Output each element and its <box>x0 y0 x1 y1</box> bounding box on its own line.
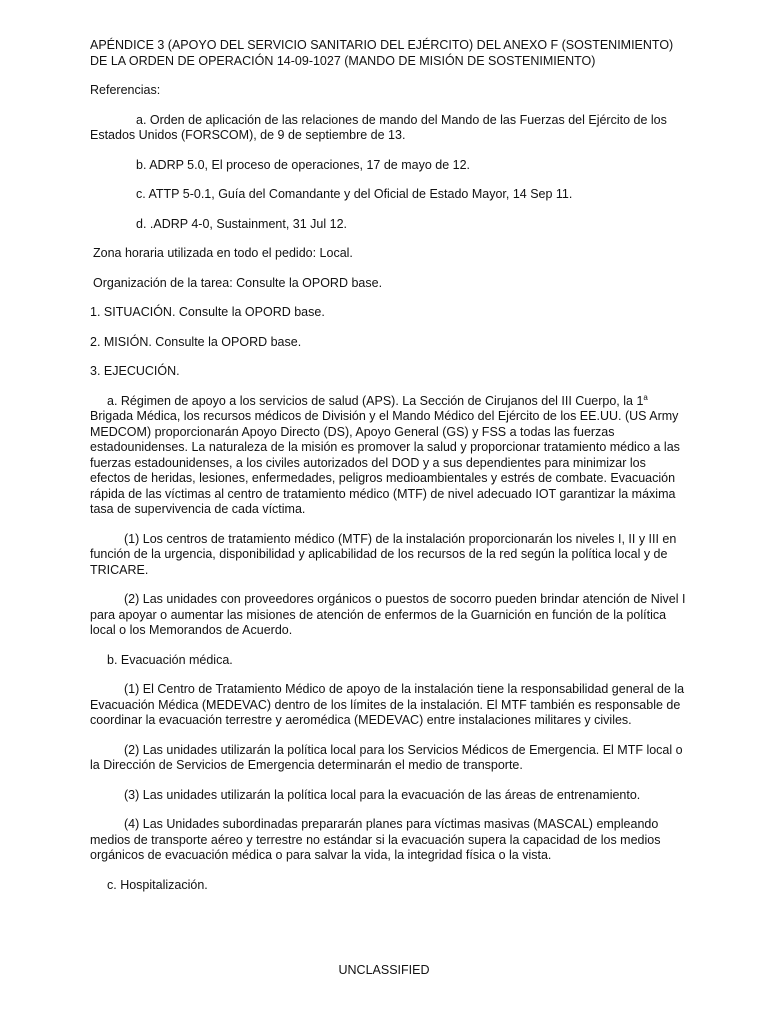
paragraph-3a-text-start: a. Régimen de apoyo a los servicios de salud (APS). La Sección de Cirujanos del III Cuerpo, la 1 <box>107 393 644 408</box>
document-page <box>90 38 688 907</box>
time-zone-line: Zona horaria utilizada en todo el pedido: Local. <box>93 246 353 260</box>
classification-footer: UNCLASSIFIED <box>338 963 430 977</box>
paragraph-3a-text-end: Brigada Médica, los recursos médicos de División y el Mando Médico del Ejército de los EE.UU. (US Army MEDCOM) proporcionarán Apoyo Directo (DS), Apoyo General (GS) y FSS a todas las fuerzas estadounidenses. La naturaleza de la misión es promover la salud y proporcionar tratamiento médico a las fuerzas estadounidenses, a los civiles autorizados del DOD y a sus dependientes para minimizar los efectos de heridas, lesiones, enfermedades, peligros medioambientales y estrés de combate. Evacuación rápida de las víctimas al centro de tratamiento médico (MTF) de nivel adecuado IOT garantizar la máxima tasa de supervivencia de cada víctima. <box>90 409 680 516</box>
reference-item-b: b. ADRP 5.0, El proceso de operaciones, 17 de mayo de 12. <box>136 157 471 172</box>
reference-item-a: a. Orden de aplicación de las relaciones de mando del Mando de las Fuerzas del Ejército de los Estados Unidos (FORSCOM), de 9 de septiembre de 13. <box>90 112 667 142</box>
reference-item-d: d. .ADRP 4-0, Sustainment, 31 Jul 12. <box>136 216 347 231</box>
execution-heading: 3. EJECUCIÓN. <box>90 364 180 378</box>
paragraph-3a <box>90 394 688 518</box>
paragraph-3b-heading: b. Evacuación médica. <box>107 652 233 667</box>
document-title: APÉNDICE 3 (APOYO DEL SERVICIO SANITARIO DEL EJÉRCITO) DEL ANEXO F (SOSTENIMIENTO) DE LA ORDEN DE OPERACIÓN 14-09-1027 (MANDO DE MISIÓN DE SOSTENIMIENTO) <box>90 38 674 68</box>
task-organization-line: Organización de la tarea: Consulte la OPORD base. <box>93 275 383 290</box>
paragraph-3a2: (2) Las unidades con proveedores orgánicos o puestos de socorro pueden brindar atención de Nivel I para apoyar o aumentar las misiones de atención de enfermos de la Guarnición en función de la política local o los Memorandos de Acuerdo. <box>90 592 686 637</box>
paragraph-3b1: (1) El Centro de Tratamiento Médico de apoyo de la instalación tiene la responsabilidad general de la Evacuación Médica (MEDEVAC) dentro de los límites de la instalación. El MTF también es responsable de coordinar la evacuación terrestre y aeromédica (MEDEVAC) entre instalaciones militares y civiles. <box>90 682 685 727</box>
paragraph-3b4: (4) Las Unidades subordinadas prepararán planes para víctimas masivas (MASCAL) empleando medios de transporte aéreo y terrestre no estándar si la evacuación supera la capacidad de los medios orgánicos de evacuación médica o para salvar la vida, la integridad física o la vista. <box>90 817 661 862</box>
paragraph-3b3: (3) Las unidades utilizarán la política local para la evacuación de las áreas de entrenamiento. <box>124 787 641 802</box>
situation-heading: 1. SITUACIÓN. Consulte la OPORD base. <box>90 305 325 319</box>
ordinal-superscript: a <box>643 392 648 402</box>
paragraph-3a1: (1) Los centros de tratamiento médico (MTF) de la instalación proporcionarán los niveles I, II y III en función de la urgencia, disponibilidad y aplicabilidad de los recursos de la red según la política local y de TRICARE. <box>90 531 677 577</box>
paragraph-3c-heading: c. Hospitalización. <box>107 877 208 892</box>
paragraph-3b2: (2) Las unidades utilizarán la política local para los Servicios Médicos de Emergencia. El MTF local o la Dirección de Servicios de Emergencia determinarán el medio de transporte. <box>90 742 683 772</box>
reference-item-c: c. ATTP 5-0.1, Guía del Comandante y del Oficial de Estado Mayor, 14 Sep 11. <box>136 187 573 201</box>
references-heading: Referencias: <box>90 83 161 97</box>
mission-heading: 2. MISIÓN. Consulte la OPORD base. <box>90 334 302 349</box>
